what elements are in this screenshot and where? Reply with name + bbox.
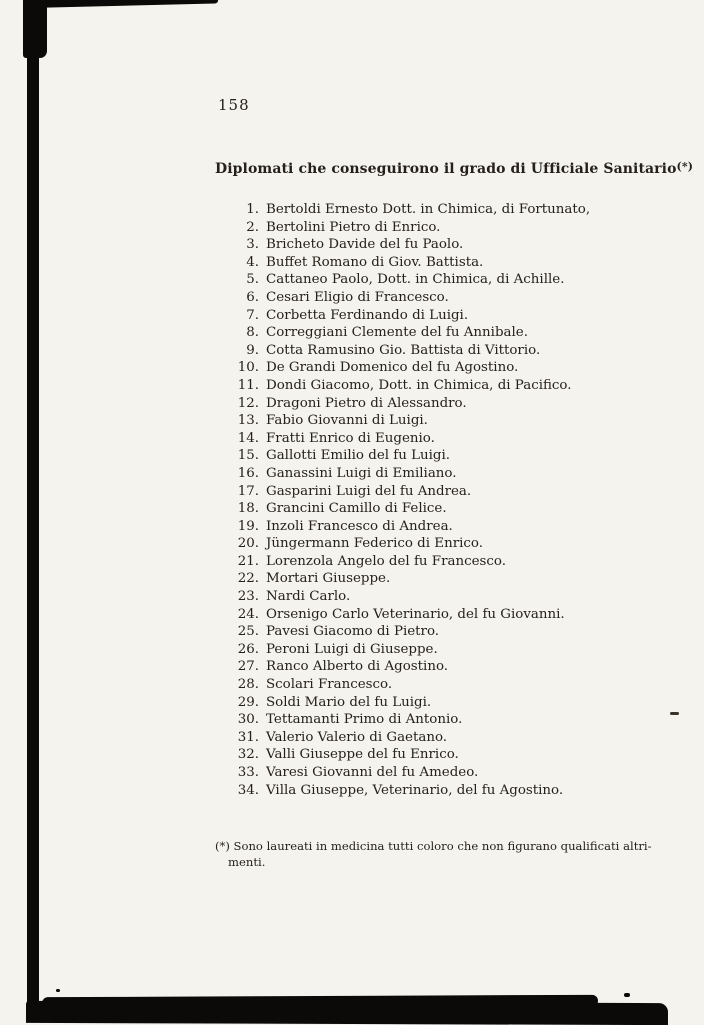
entry-text: Bertoldi Ernesto Dott. in Chimica, di Fortunato,	[266, 202, 591, 217]
entry-text: Fratti Enrico di Eugenio.	[266, 430, 435, 446]
entry-text: Varesi Giovanni del fu Amedeo.	[266, 765, 479, 780]
entry-number: 3.	[246, 237, 259, 253]
entry-number: 19.	[237, 518, 259, 534]
entry-text: Fabio Giovanni di Luigi.	[266, 413, 428, 429]
entry-number: 4.	[246, 254, 259, 270]
entry-number: 30.	[237, 712, 259, 728]
entry-text: Nardi Carlo.	[266, 589, 351, 605]
entry-number: 20.	[237, 536, 259, 552]
list-item	[213, 289, 653, 307]
entry-text: Correggiani Clemente del fu Annibale.	[266, 325, 528, 341]
list-item	[213, 359, 653, 377]
entry-number: 32.	[237, 747, 259, 763]
page-title-text: Diplomati che conseguirono il grado di Ufficiale Sanitario	[215, 161, 677, 177]
list-item	[213, 711, 653, 729]
footnote-line: (*) Sono laureati in medicina tutti coloro che non figurano qualificati altri-	[215, 839, 652, 853]
entry-number: 2.	[246, 219, 259, 235]
entry-number: 18.	[237, 501, 259, 517]
entry-number: 29.	[237, 694, 259, 710]
list-item	[213, 430, 653, 448]
entry-number: 6.	[246, 289, 259, 305]
entry-text: Ranco Alberto di Agostino.	[266, 659, 449, 675]
list-item	[213, 201, 653, 219]
entry-text: Cesari Eligio di Francesco.	[266, 289, 449, 305]
entry-number: 12.	[237, 395, 259, 411]
entry-number: 13.	[237, 413, 259, 429]
entry-text: Inzoli Francesco di Andrea.	[266, 518, 453, 534]
entry-number: 17.	[237, 483, 259, 499]
list-item	[213, 694, 653, 712]
entry-text: Valli Giuseppe del fu Enrico.	[266, 747, 459, 763]
footnote-marker: (*)	[676, 160, 693, 173]
entry-text: Dondi Giacomo, Dott. in Chimica, di Pacifico.	[266, 377, 572, 393]
entry-number: 23.	[237, 589, 259, 605]
entry-number: 15.	[237, 448, 259, 464]
entry-text: Orsenigo Carlo Veterinario, del fu Giovanni.	[266, 606, 565, 622]
list-item	[213, 307, 653, 325]
list-item	[213, 412, 653, 430]
list-item	[213, 676, 653, 694]
list-item	[213, 764, 653, 782]
entry-text: Grancini Camillo di Felice.	[266, 501, 447, 517]
entry-text: Scolari Francesco.	[266, 677, 393, 693]
list-item	[213, 518, 653, 536]
entry-text: Gallotti Emilio del fu Luigi.	[266, 448, 451, 464]
list-item	[213, 465, 653, 483]
entry-number: 1.	[246, 202, 259, 217]
list-item	[213, 483, 653, 501]
entry-text: Villa Giuseppe, Veterinario, del fu Agostino.	[266, 782, 564, 798]
entry-text: Pavesi Giacomo di Pietro.	[266, 624, 440, 640]
entry-number: 31.	[237, 729, 259, 745]
entry-number: 22.	[237, 571, 259, 587]
entry-number: 7.	[246, 307, 259, 323]
entry-number: 26.	[237, 641, 259, 657]
entry-number: 25.	[237, 624, 259, 640]
page-number: 158	[218, 96, 250, 114]
entry-number: 28.	[237, 677, 259, 693]
entry-text: Tettamanti Primo di Antonio.	[266, 712, 463, 728]
entry-text: De Grandi Domenico del fu Agostino.	[266, 360, 519, 376]
list-item	[213, 782, 653, 800]
list-item	[213, 588, 653, 606]
list-item	[213, 342, 653, 360]
list-item	[213, 219, 653, 237]
entry-number: 33.	[237, 765, 259, 780]
list-item	[213, 535, 653, 553]
entry-text: Mortari Giuseppe.	[266, 571, 391, 587]
entry-text: Bertolini Pietro di Enrico.	[266, 219, 441, 235]
list-item	[213, 729, 653, 747]
list-item	[213, 606, 653, 624]
entry-number: 14.	[237, 430, 259, 446]
entry-number: 24.	[237, 606, 259, 622]
scan-edge-top	[30, 0, 218, 8]
entry-number: 8.	[246, 325, 259, 341]
list-item	[213, 623, 653, 641]
list-item	[213, 324, 653, 342]
list-item	[213, 570, 653, 588]
entry-number: 16.	[237, 465, 259, 481]
footnote	[215, 839, 665, 870]
list-item	[213, 447, 653, 465]
list-item	[213, 254, 653, 272]
entry-text: Cotta Ramusino Gio. Battista di Vittorio.	[266, 342, 541, 358]
entry-text: Lorenzola Angelo del fu Francesco.	[266, 553, 506, 569]
page-title	[215, 160, 693, 177]
entry-number: 9.	[246, 342, 259, 358]
list-item	[213, 500, 653, 518]
list-item	[213, 377, 653, 395]
entry-number: 5.	[246, 272, 259, 288]
entry-text: Soldi Mario del fu Luigi.	[266, 694, 432, 710]
footnote-line: menti.	[228, 854, 266, 869]
entry-number: 34.	[237, 782, 259, 798]
entry-text: Gasparini Luigi del fu Andrea.	[266, 483, 472, 499]
list-item	[213, 395, 653, 413]
list-item	[213, 553, 653, 571]
diplomati-list	[213, 201, 653, 799]
scan-speck	[624, 993, 630, 997]
entry-text: Bricheto Davide del fu Paolo.	[266, 237, 464, 253]
list-item	[213, 641, 653, 659]
entry-number: 27.	[237, 659, 259, 675]
list-item	[213, 658, 653, 676]
entry-text: Cattaneo Paolo, Dott. in Chimica, di Achille.	[266, 272, 565, 288]
entry-number: 10.	[237, 360, 259, 376]
scan-edge-left-top	[23, 0, 47, 58]
entry-number: 11.	[237, 377, 259, 393]
entry-text: Jüngermann Federico di Enrico.	[266, 536, 483, 552]
scan-edge-bottom	[26, 1001, 668, 1025]
list-item	[213, 746, 653, 764]
entry-text: Dragoni Pietro di Alessandro.	[266, 395, 467, 411]
entry-text: Corbetta Ferdinando di Luigi.	[266, 307, 469, 323]
scan-edge-left	[27, 0, 39, 1012]
entry-text: Valerio Valerio di Gaetano.	[266, 729, 448, 745]
entry-text: Buffet Romano di Giov. Battista.	[266, 254, 484, 270]
entry-text: Peroni Luigi di Giuseppe.	[266, 641, 438, 657]
scan-speck	[56, 989, 60, 992]
entry-text: Ganassini Luigi di Emiliano.	[266, 465, 457, 481]
scan-speck	[670, 712, 679, 715]
list-item	[213, 236, 653, 254]
list-item	[213, 271, 653, 289]
entry-number: 21.	[237, 553, 259, 569]
